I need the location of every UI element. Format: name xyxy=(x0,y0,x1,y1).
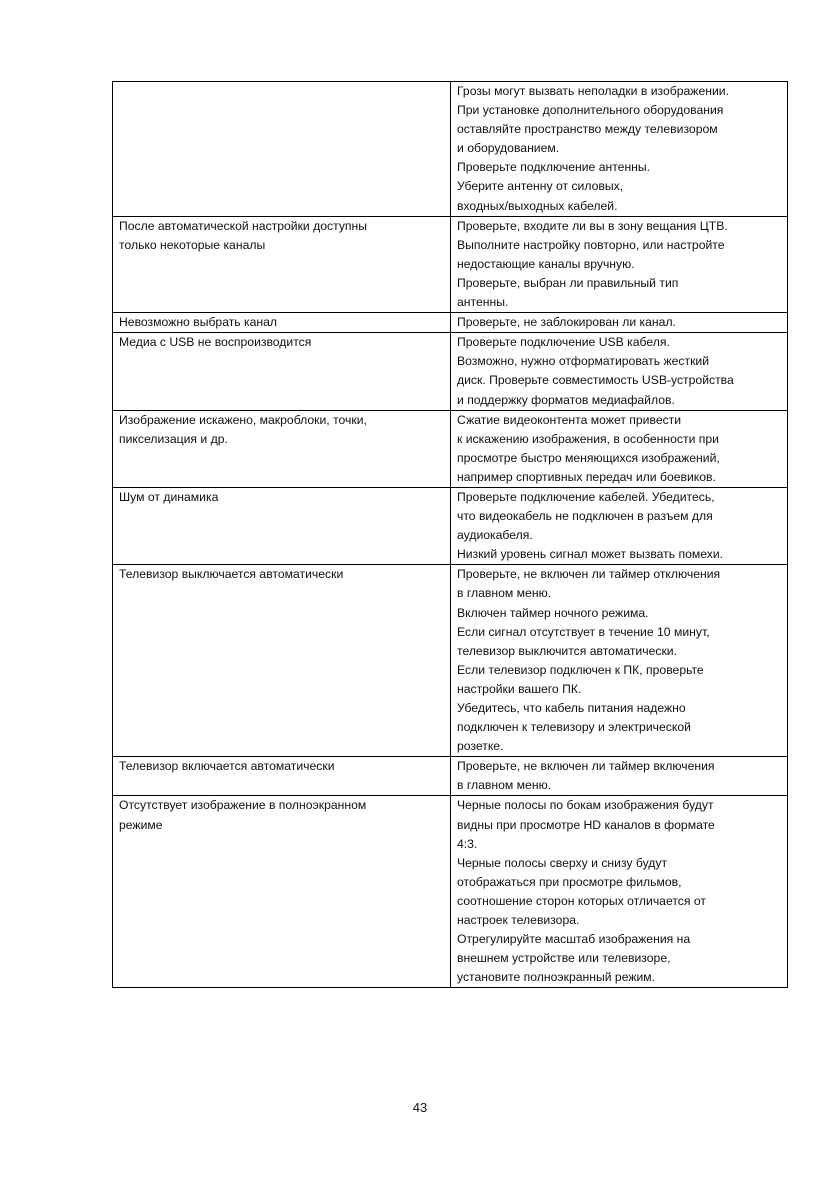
solution-line: антенны. xyxy=(457,295,509,310)
problem-line: Шум от динамика xyxy=(119,489,219,504)
solution-line: телевизор выключится автоматически. xyxy=(457,643,677,658)
solution-line: входных/выходных кабелей. xyxy=(457,198,618,213)
problem-cell xyxy=(113,82,451,217)
solution-cell xyxy=(451,216,788,312)
table-row xyxy=(113,757,788,796)
solution-line: Отрегулируйте масштаб изображения на xyxy=(457,932,691,947)
solution-line: и поддержку форматов медиафайлов. xyxy=(457,392,675,407)
table-row xyxy=(113,565,788,757)
problem-cell xyxy=(113,313,451,333)
problem-cell xyxy=(113,796,451,988)
problem-cell xyxy=(113,216,451,312)
solution-line: Проверьте подключение антенны. xyxy=(457,160,651,175)
solution-line: Низкий уровень сигнал может вызвать помехи. xyxy=(457,547,724,562)
solution-line: Проверьте, входите ли вы в зону вещания ЦТВ. xyxy=(457,218,728,233)
problem-line: Отсутствует изображение в полноэкранном xyxy=(119,798,367,813)
solution-cell xyxy=(451,757,788,796)
solution-line: 4:3. xyxy=(457,836,478,851)
solution-cell xyxy=(451,313,788,333)
solution-line: оставляйте пространство между телевизором xyxy=(457,122,718,137)
solution-cell xyxy=(451,333,788,410)
problem-line: пикселизация и др. xyxy=(119,431,228,446)
solution-line: Грозы могут вызвать неполадки в изображении. xyxy=(457,84,729,98)
problem-line: Изображение искажено, макроблоки, точки, xyxy=(119,412,367,427)
solution-line: подключен к телевизору и электрической xyxy=(457,720,691,735)
solution-line: в главном меню. xyxy=(457,586,552,601)
problem-cell xyxy=(113,757,451,796)
solution-line: например спортивных передач или боевиков. xyxy=(457,469,716,484)
solution-line: Проверьте подключение USB кабеля. xyxy=(457,335,670,350)
solution-line: к искажению изображения, в особенности при xyxy=(457,431,719,446)
troubleshooting-table-body xyxy=(113,82,788,988)
solution-cell xyxy=(451,565,788,757)
solution-line: что видеокабель не подключен в разъем для xyxy=(457,509,713,524)
solution-line: аудиокабеля. xyxy=(457,528,533,543)
table-row xyxy=(113,796,788,988)
table-row xyxy=(113,216,788,312)
solution-line: Возможно, нужно отформатировать жесткий xyxy=(457,354,710,369)
problem-line: только некоторые каналы xyxy=(119,237,266,252)
solution-cell xyxy=(451,487,788,564)
solution-line: соотношение сторон которых отличается от xyxy=(457,893,706,908)
problem-line: После автоматической настройки доступны xyxy=(119,218,368,233)
solution-cell xyxy=(451,796,788,988)
solution-line: настроек телевизора. xyxy=(457,913,580,928)
solution-line: Проверьте, не заблокирован ли канал. xyxy=(457,315,676,330)
solution-line: и оборудованием. xyxy=(457,141,560,156)
table-row xyxy=(113,333,788,410)
solution-line: в главном меню. xyxy=(457,778,552,793)
solution-line: Проверьте, не включен ли таймер включения xyxy=(457,759,715,774)
solution-line: Включен таймер ночного режима. xyxy=(457,605,649,620)
solution-line: Если сигнал отсутствует в течение 10 минут, xyxy=(457,624,710,639)
solution-line: При установке дополнительного оборудования xyxy=(457,103,724,118)
solution-line: настройки вашего ПК. xyxy=(457,681,582,696)
solution-line: отображаться при просмотре фильмов, xyxy=(457,874,682,889)
problem-cell xyxy=(113,410,451,487)
problem-line: режиме xyxy=(119,817,163,832)
solution-line: установите полноэкранный режим. xyxy=(457,970,656,985)
solution-line: Черные полосы сверху и снизу будут xyxy=(457,855,668,870)
solution-line: Сжатие видеоконтента может привести xyxy=(457,412,682,427)
solution-line: диск. Проверьте совместимость USB-устройства xyxy=(457,373,734,388)
solution-line: Черные полосы по бокам изображения будут xyxy=(457,798,714,813)
solution-line: Проверьте подключение кабелей. Убедитесь, xyxy=(457,489,715,504)
problem-cell xyxy=(113,333,451,410)
solution-cell xyxy=(451,410,788,487)
troubleshooting-table xyxy=(112,81,788,988)
solution-line: Если телевизор подключен к ПК, проверьте xyxy=(457,662,704,677)
problem-line: Телевизор выключается автоматически xyxy=(119,567,344,582)
table-row xyxy=(113,410,788,487)
solution-line: просмотре быстро меняющихся изображений, xyxy=(457,450,720,465)
problem-line: Невозможно выбрать канал xyxy=(119,315,278,330)
table-row xyxy=(113,313,788,333)
solution-line: внешнем устройстве или телевизоре, xyxy=(457,951,671,966)
solution-line: Выполните настройку повторно, или настройте xyxy=(457,237,725,252)
problem-cell xyxy=(113,487,451,564)
problem-cell xyxy=(113,565,451,757)
solution-line: Уберите антенну от силовых, xyxy=(457,179,624,194)
solution-line: розетке. xyxy=(457,739,504,754)
solution-line: Проверьте, не включен ли таймер отключения xyxy=(457,567,721,582)
problem-line: Медиа с USB не воспроизводится xyxy=(119,335,312,350)
solution-line: Убедитесь, что кабель питания надежно xyxy=(457,701,686,715)
solution-line: недостающие каналы вручную. xyxy=(457,256,635,271)
page-number: 43 xyxy=(412,1100,428,1115)
solution-line: видны при просмотре HD каналов в формате xyxy=(457,817,715,832)
table-row xyxy=(113,82,788,217)
table-row xyxy=(113,487,788,564)
solution-cell xyxy=(451,82,788,217)
solution-line: Проверьте, выбран ли правильный тип xyxy=(457,275,679,290)
problem-line: Телевизор включается автоматически xyxy=(119,759,335,774)
